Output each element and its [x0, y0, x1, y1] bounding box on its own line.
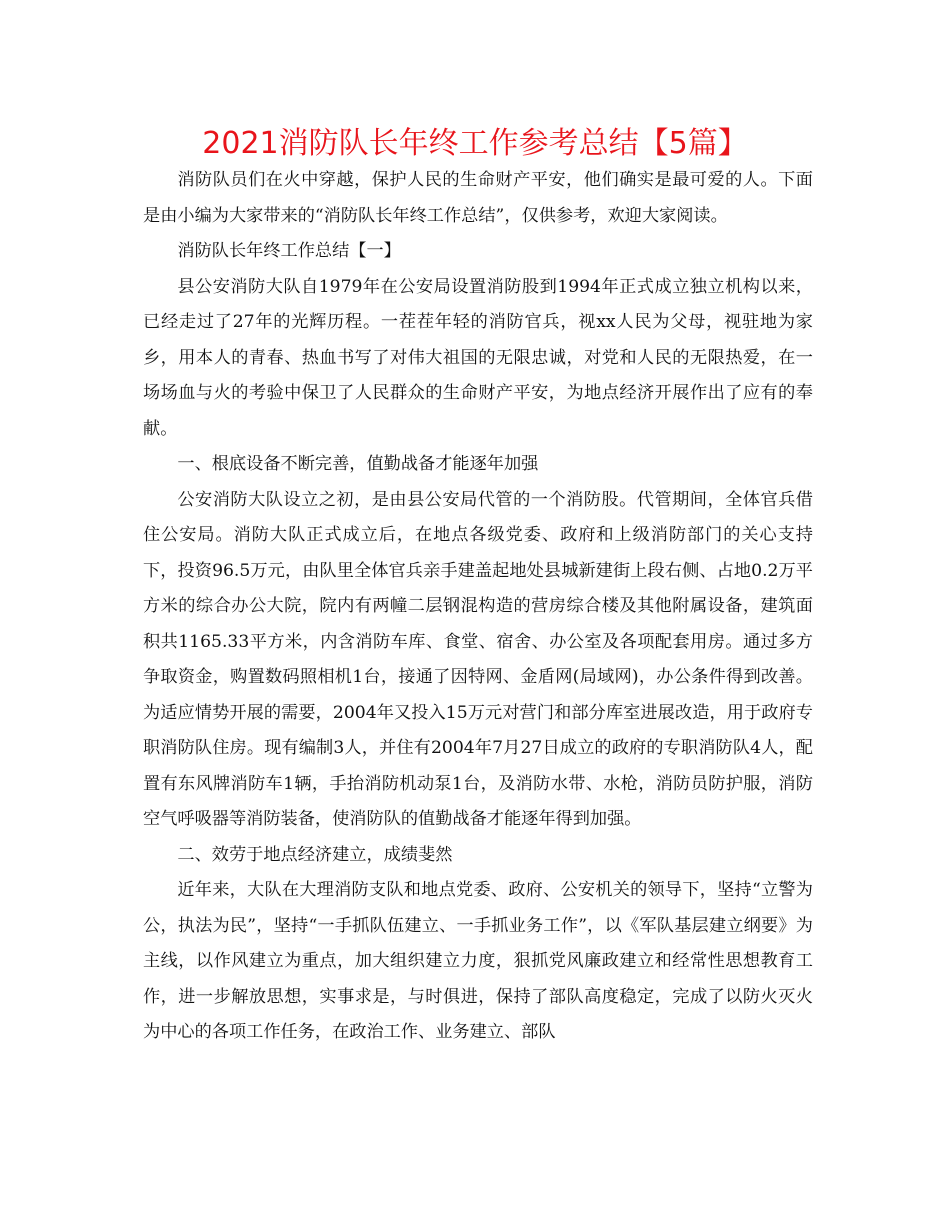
intro-paragraph: 消防队员们在火中穿越，保护人民的生命财产平安，他们确实是最可爱的人。下面是由小编为大家带来的“消防队长年终工作总结”，仅供参考，欢迎大家阅读。 — [143, 170, 813, 226]
body-paragraph: 公安消防大队设立之初，是由县公安局代管的一个消防股。代管期间，全体官兵借住公安局。消防大队正式成立后，在地点各级党委、政府和上级消防部门的关心支持下，投资96.5万元，由队里全体官兵亲手建盖起地处县城新建街上段右侧、占地0.2万平方米的综合办公大院，院内有两幢二层钢混构造的营房综合楼及其他附属设备，建筑面积共1165.33平方米，内含消防车库、食堂、宿舍、办公室及各项配套用房。通过多方争取资金，购置数码照相机1台，接通了因特网、金盾网(局域网)，办公条件得到改善。为适应情势开展的需要，2004年又投入15万元对营门和部分库室进展改造，用于政府专职消防队住房。现有编制3人，并住有2004年7月27日成立的政府的专职消防队4人，配置有东风牌消防车1辆，手抬消防机动泵1台，及消防水带、水枪，消防员防护服，消防空气呼吸器等消防装备，使消防队的值勤战备才能逐年得到加强。 — [143, 489, 813, 829]
body-paragraph: 近年来，大队在大理消防支队和地点党委、政府、公安机关的领导下，坚持“立警为公，执法为民”，坚持“一手抓队伍建立、一手抓业务工作”，以《军队基层建立纲要》为主线，以作风建立为重点，加大组织建立力度，狠抓党风廉政建立和经常性思想教育工作，进一步解放思想，实事求是，与时俱进，保持了部队高度稳定，完成了以防火灭火为中心的各项工作任务，在政治工作、业务建立、部队 — [143, 880, 813, 1042]
subsection-heading: 二、效劳于地点经济建立，成绩斐然 — [177, 844, 453, 865]
document-title: 2021消防队长年终工作参考总结【5篇】 — [202, 126, 748, 161]
section-heading: 消防队长年终工作总结【一】 — [177, 241, 401, 261]
body-paragraph: 县公安消防大队自1979年在公安局设置消防股到1994年正式成立独立机构以来，已经走过了27年的光辉历程。一茬茬年轻的消防官兵，视xx人民为父母，视驻地为家乡，用本人的青春、热血书写了对伟大祖国的无限忠诚，对党和人民的无限热爱，在一场场血与火的考验中保卫了人民群众的生命财产平安，为地点经济开展作出了应有的奉献。 — [143, 276, 813, 439]
subsection-heading: 一、根底设备不断完善，值勤战备才能逐年加强 — [177, 454, 539, 474]
document-body — [143, 163, 813, 1051]
